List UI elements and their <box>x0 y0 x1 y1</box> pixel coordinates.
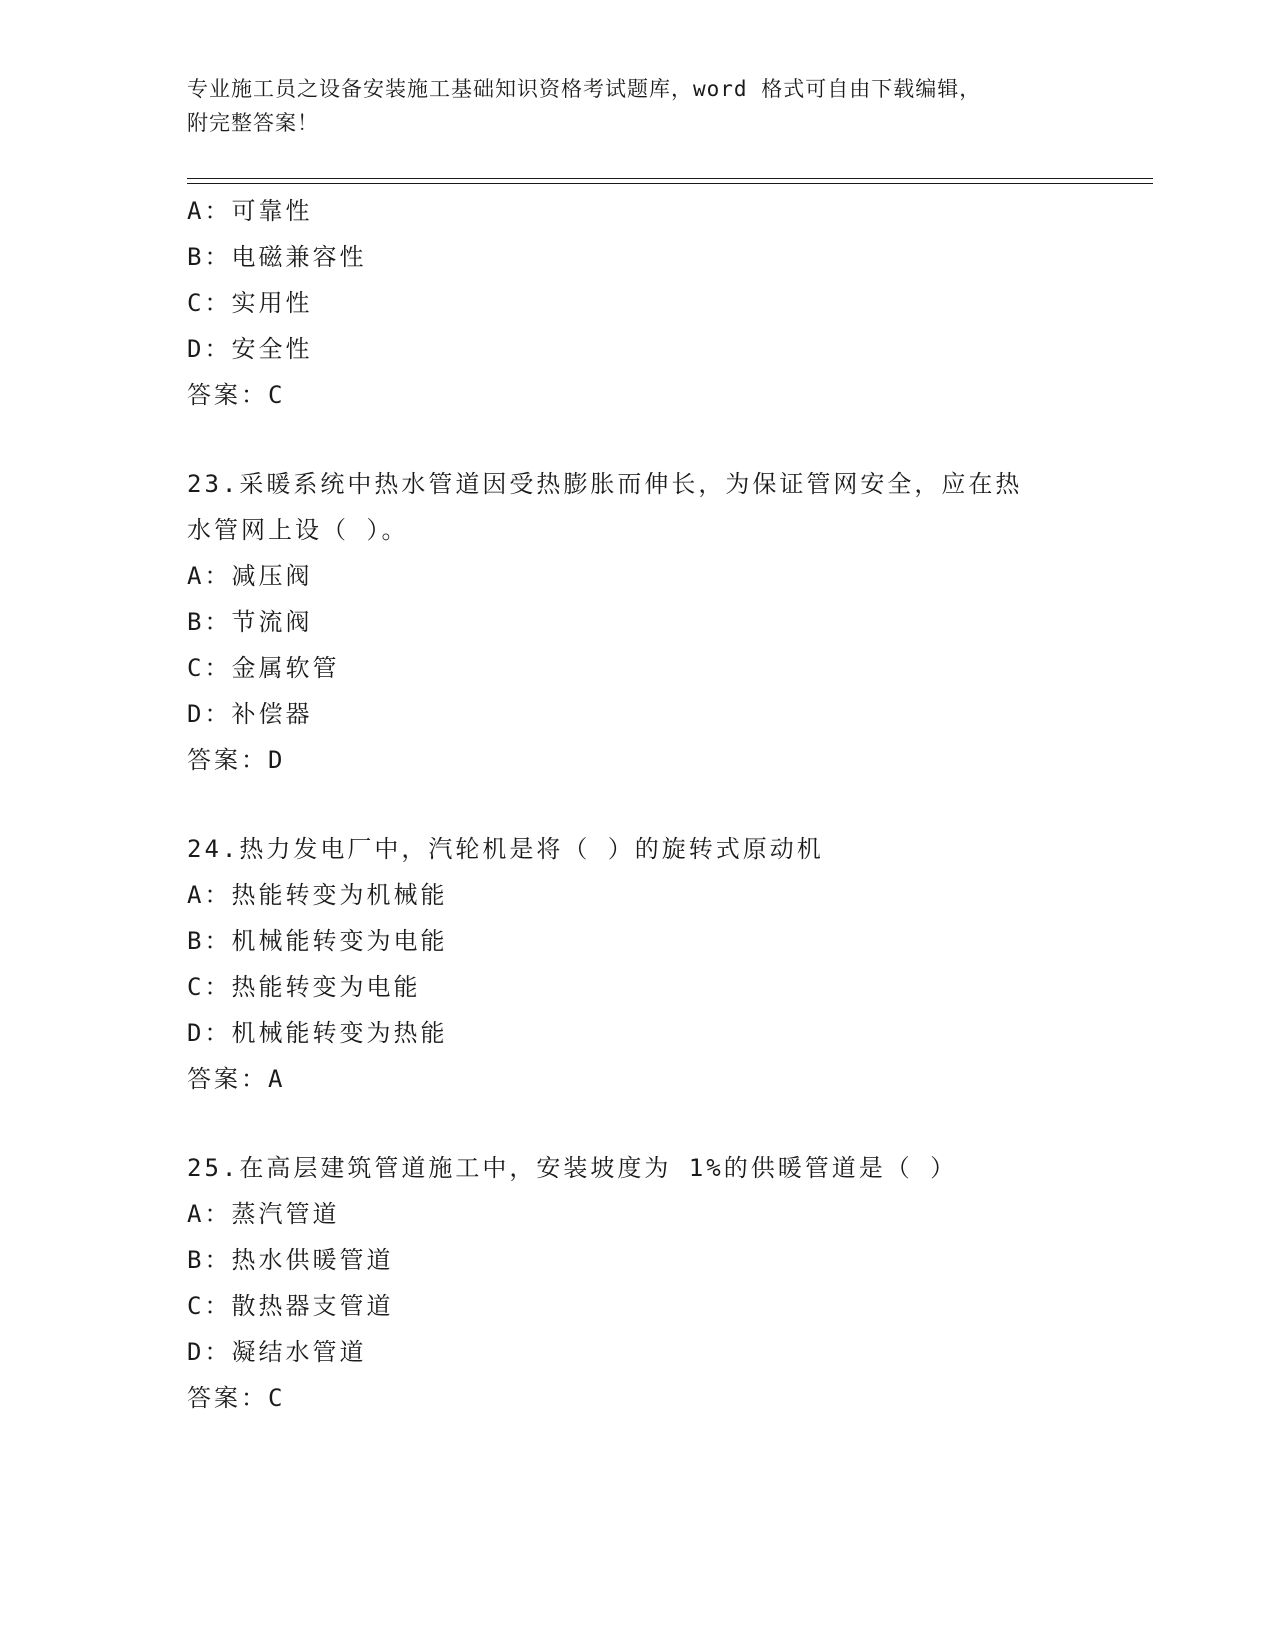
option-letter: D： <box>187 1019 232 1047</box>
option-row <box>187 234 1153 280</box>
option-text: 热能转变为电能 <box>231 973 421 1001</box>
question-block <box>187 826 1153 1102</box>
option-row <box>187 326 1153 372</box>
header-divider-bottom <box>187 183 1153 184</box>
question-text: 25.在高层建筑管道施工中，安装坡度为 1%的供暖管道是（ ） <box>187 1154 958 1182</box>
header-line-1: 专业施工员之设备安装施工基础知识资格考试题库，word 格式可自由下载编辑， <box>187 77 982 101</box>
option-letter: B： <box>187 1246 232 1274</box>
option-text: 机械能转变为电能 <box>231 927 448 955</box>
answer-text: 答案：C <box>187 381 286 409</box>
answer-text: 答案：D <box>187 746 286 774</box>
option-letter: A： <box>187 1200 232 1228</box>
option-text: 热能转变为机械能 <box>231 881 448 909</box>
question-text: 水管网上设（ ）。 <box>187 516 409 544</box>
option-row <box>187 553 1153 599</box>
option-text: 减压阀 <box>231 562 313 590</box>
option-row <box>187 599 1153 645</box>
option-row <box>187 1283 1153 1329</box>
question-text: 23.采暖系统中热水管道因受热膨胀而伸长，为保证管网安全，应在热 <box>187 470 1023 498</box>
option-text: 散热器支管道 <box>231 1292 394 1320</box>
option-letter: D： <box>187 1338 232 1366</box>
option-text: 凝结水管道 <box>231 1338 367 1366</box>
option-letter: B： <box>187 927 232 955</box>
option-letter: A： <box>187 197 232 225</box>
option-letter: D： <box>187 335 232 363</box>
option-letter: C： <box>187 1292 232 1320</box>
option-row <box>187 1329 1153 1375</box>
answer-text: 答案：A <box>187 1065 286 1093</box>
option-letter: C： <box>187 654 232 682</box>
option-letter: D： <box>187 700 232 728</box>
option-row <box>187 872 1153 918</box>
option-text: 实用性 <box>231 289 313 317</box>
header-divider-top <box>187 178 1153 179</box>
option-row <box>187 188 1153 234</box>
option-row <box>187 1237 1153 1283</box>
option-row <box>187 1010 1153 1056</box>
option-letter: C： <box>187 973 232 1001</box>
question-block <box>187 461 1153 783</box>
header-line-2: 附完整答案！ <box>187 111 319 135</box>
option-row <box>187 918 1153 964</box>
option-row <box>187 645 1153 691</box>
option-letter: A： <box>187 562 232 590</box>
option-text: 蒸汽管道 <box>231 1200 340 1228</box>
document-header <box>187 72 1087 140</box>
option-text: 机械能转变为热能 <box>231 1019 448 1047</box>
block-gap <box>187 1102 1153 1145</box>
option-text: 安全性 <box>231 335 313 363</box>
option-text: 金属软管 <box>231 654 340 682</box>
option-row <box>187 964 1153 1010</box>
question-block <box>187 1145 1153 1421</box>
option-text: 电磁兼容性 <box>231 243 367 271</box>
option-row <box>187 691 1153 737</box>
option-text: 热水供暖管道 <box>231 1246 394 1274</box>
question-list <box>187 188 1153 1421</box>
question-block <box>187 188 1153 418</box>
option-text: 可靠性 <box>231 197 313 225</box>
option-letter: C： <box>187 289 232 317</box>
option-text: 补偿器 <box>231 700 313 728</box>
option-text: 节流阀 <box>231 608 313 636</box>
option-row <box>187 280 1153 326</box>
block-gap <box>187 418 1153 461</box>
option-letter: A： <box>187 881 232 909</box>
option-row <box>187 1191 1153 1237</box>
answer-text: 答案：C <box>187 1384 286 1412</box>
option-letter: B： <box>187 243 232 271</box>
option-letter: B： <box>187 608 232 636</box>
block-gap <box>187 783 1153 826</box>
question-text: 24.热力发电厂中，汽轮机是将（ ）的旋转式原动机 <box>187 835 824 863</box>
